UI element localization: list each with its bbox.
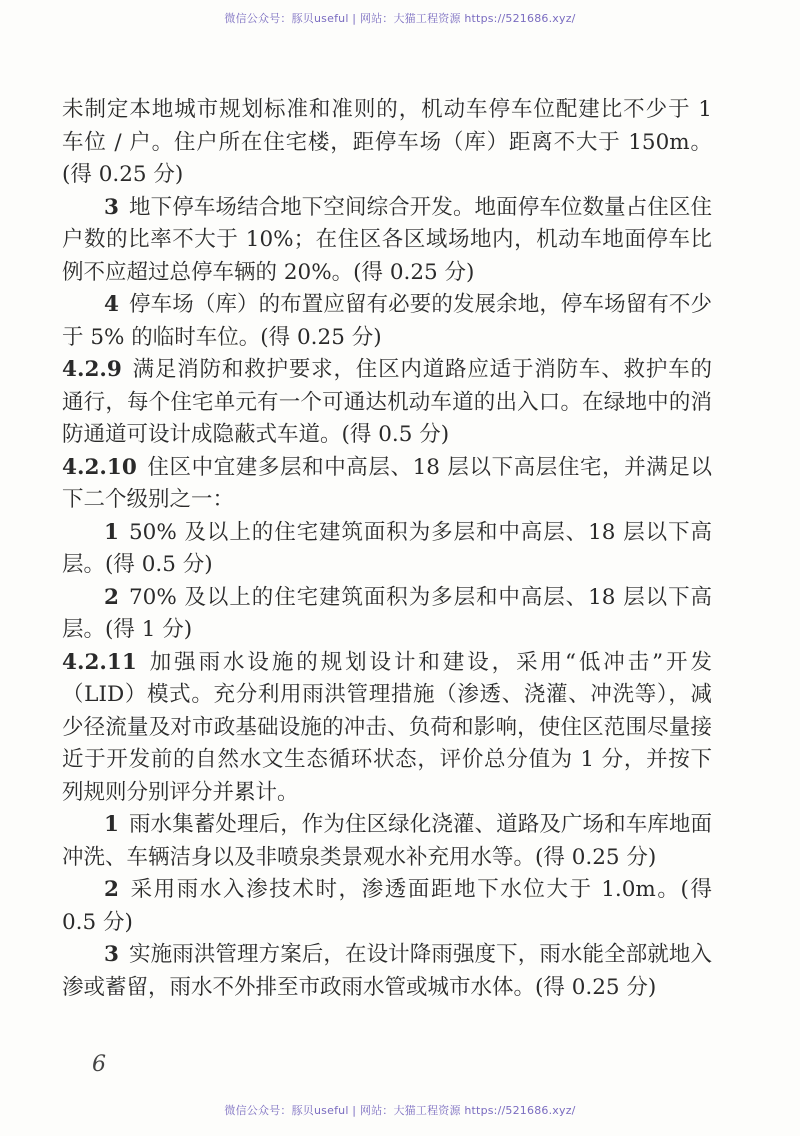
paragraph-text: 地下停车场结合地下空间综合开发。地面停车位数量占住区住户数的比率不大于 10%；在住区各区域场地内，机动车地面停车比例不应超过总停车辆的 20%。(得 0.25 分) xyxy=(62,194,712,285)
paragraph-text: 雨水集蓄处理后，作为住区绿化浇灌、道路及广场和车库地面冲洗、车辆洁身以及非喷泉类景观水补充用水等。(得 0.25 分) xyxy=(62,812,712,870)
paragraph-item-3 xyxy=(62,939,712,1004)
item-number: 4 xyxy=(104,292,119,317)
document-body xyxy=(62,94,712,1004)
item-number: 2 xyxy=(104,584,119,610)
paragraph-text: 加强雨水设施的规划设计和建设，采用“低冲击”开发（LID）模式。充分利用雨洪管理措施（渗透、浇灌、冲洗等），减少径流量及对市政基础设施的冲击、负荷和影响，使住区范围尽量接近于开发前的自然水文生态循环状态，评价总分值为 1 分，并按下列规则分别评分并累计。 xyxy=(62,649,712,805)
paragraph-text: 未制定本地城市规划标准和准则的，机动车停车位配建比不少于 1 车位 / 户。住户所在住宅楼，距停车场（库）距离不大于 150m。(得 0.25 分) xyxy=(62,97,712,187)
item-number: 2 xyxy=(104,877,119,902)
paragraph-continuation xyxy=(62,94,712,192)
clause-4-2-11 xyxy=(62,647,712,810)
paragraph-text: 停车场（库）的布置应留有必要的发展余地，停车场留有不少于 5% 的临时车位。(得 0.25 分) xyxy=(62,292,712,350)
clause-number: 4.2.11 xyxy=(62,649,137,675)
page-number: 6 xyxy=(92,1052,106,1077)
paragraph-text: 住区中宜建多层和中高层、18 层以下高层住宅，并满足以下二个级别之一： xyxy=(62,454,712,512)
paragraph-text: 采用雨水入渗技术时，渗透面距地下水位大于 1.0m。(得 0.5 分) xyxy=(62,877,712,935)
watermark-bottom: 微信公众号：豚贝useful | 网站：大猫工程资源 https://521686.xyz/ xyxy=(224,1104,576,1117)
paragraph-text: 实施雨洪管理方案后，在设计降雨强度下，雨水能全部就地入渗或蓄留，雨水不外排至市政雨水管或城市水体。(得 0.25 分) xyxy=(62,942,712,1000)
clause-4-2-10 xyxy=(62,452,712,517)
paragraph-item-1 xyxy=(62,809,712,874)
paragraph-item-3 xyxy=(62,192,712,290)
paragraph-text: 70% 及以上的住宅建筑面积为多层和中高层、18 层以下高层。(得 1 分) xyxy=(62,584,712,642)
paragraph-text: 满足消防和救护要求，住区内道路应适于消防车、救护车的通行，每个住宅单元有一个可通达机动车道的出入口。在绿地中的消防通道可设计成隐蔽式车道。(得 0.5 分) xyxy=(62,357,712,447)
item-number: 1 xyxy=(104,812,119,837)
watermark-top: 微信公众号：豚贝useful | 网站：大猫工程资源 https://521686.xyz/ xyxy=(224,12,576,25)
paragraph-item-2 xyxy=(62,874,712,939)
paragraph-text: 50% 及以上的住宅建筑面积为多层和中高层、18 层以下高层。(得 0.5 分) xyxy=(62,519,712,577)
item-number: 3 xyxy=(104,194,119,220)
clause-number: 4.2.9 xyxy=(62,357,122,382)
paragraph-item-1 xyxy=(62,517,712,582)
clause-number: 4.2.10 xyxy=(62,454,137,480)
clause-4-2-9 xyxy=(62,354,712,452)
paragraph-item-4 xyxy=(62,289,712,354)
item-number: 3 xyxy=(104,942,119,967)
item-number: 1 xyxy=(104,519,119,545)
paragraph-item-2 xyxy=(62,582,712,647)
